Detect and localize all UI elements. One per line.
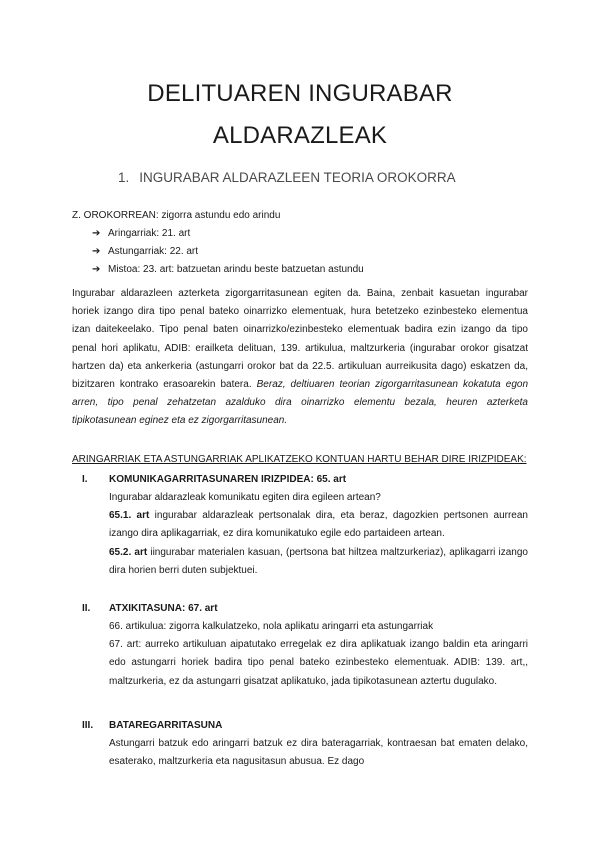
item-line: [109, 735, 528, 771]
paragraph-text: Ingurabar aldarazleen azterketa zigorgarritasunean egiten da. Baina, zenbait kasuetan ingurabar horiek izango dira tipo penal bateko oinarrizko elementuak, hura betetzeko ezinbesteko elementua izan daitekeelako. Tipo penal baten oinarrizko/ezinbesteko elementuak badira ezin izango da tipo penal hori aplikatu, ADIB: erailketa delituan, 139. artikulua, maltzurkeria (ingurabar orokor gisatzat hartzen da) eta ankerkeria (astungarri orokor bat da 22.5. artikuluan aurreikusita dago) eskatzen da, bizitzaren kontrako erasoarekin batera.: [72, 288, 528, 391]
page-title-line-2: ALDARAZLEAK: [212, 122, 388, 149]
section-number: 1.: [118, 170, 130, 185]
item-line-text: iingurabar materialen kasuan, (pertsona bat hiltzea maltzurkeriaz), aplikagarri izango dira horien berri duten subjektuei.: [109, 546, 528, 576]
arrow-right-icon: ➔: [92, 228, 101, 239]
item-line: [109, 489, 528, 507]
article-ref: 65.1. art: [109, 510, 150, 522]
intro-line: Z. OROKORREAN: zigorra astundu edo arindu: [72, 210, 281, 221]
item-line-text: Ingurabar aldarazleak komunikatu egiten dira egileen artean?: [109, 492, 381, 503]
article-ref: 65.2. art: [109, 546, 148, 558]
section-label: INGURABAR ALDARAZLEEN TEORIA OROKORRA: [139, 170, 456, 185]
item-heading: KOMUNIKAGARRITASUNAREN IRIZPIDEA: 65. art: [109, 474, 347, 485]
bullet-text: Aringarriak: 21. art: [108, 228, 191, 239]
arrow-right-icon: ➔: [92, 264, 101, 275]
item-line: [109, 636, 528, 691]
paragraph-italic-text: Beraz, deltiuaren teorian zigorgarritasunean kokatuta egon arren, tipo penal zehatzetan azalduko dira oinarrizko elementu bezala, heuren azterketa tipikotasunean eginez eta ez zigorgarritasunean.: [72, 379, 529, 427]
item-line: [109, 507, 528, 543]
body-paragraph: [72, 285, 528, 431]
bullet-list: [92, 225, 364, 279]
criterion-item: [72, 600, 528, 691]
criterion-item: [72, 471, 528, 580]
list-item: [92, 243, 364, 261]
item-line-text: ingurabar aldarazleak pertsonalak dira, eta beraz, dagozkien pertsonen aurrean izango dira aplikagarriak, ez dira komunikatuko egile edo partaideen artean.: [109, 510, 528, 540]
item-numeral: II.: [82, 603, 91, 614]
item-line-text: 66. artikulua: zigorra kalkulatzeko, nola aplikatu aringarri eta astungarriak: [109, 621, 434, 632]
arrow-right-icon: ➔: [92, 246, 101, 257]
item-heading: BATAREGARRITASUNA: [109, 720, 223, 731]
section-heading: [118, 170, 456, 185]
item-heading: ATXIKITASUNA: 67. art: [109, 603, 218, 614]
page-title-line-1: DELITUAREN INGURABAR: [147, 80, 453, 107]
list-item: [92, 261, 364, 279]
criterion-item: [72, 717, 528, 771]
item-line: [109, 544, 528, 580]
item-numeral: I.: [82, 474, 88, 485]
item-numeral: III.: [82, 720, 94, 731]
bullet-text: Mistoa: 23. art: batzuetan arindu beste batzuetan astundu: [108, 264, 364, 275]
bullet-text: Astungarriak: 22. art: [108, 246, 199, 257]
list-item: [92, 225, 364, 243]
item-line-text: 67. art: aurreko artikuluan aipatutako erregelak ez dira aplikatuak izango baldin eta aringarri edo astungarri horiek badira tipo penal bateko ezinbesteko elementuak. ADIB: 139. art,, maltzurkeria, ez da astungarri gisatzat aplikatuko, jada tipikotasunean aztertu dugulako.: [109, 639, 528, 687]
item-line-text: Astungarri batzuk edo aringarri batzuk ez dira bateragarriak, kontraesan bat ematen delako, esaterako, maltzurkeria eta nagusitasun abusua. Ez dago: [109, 738, 528, 768]
criteria-heading: ARINGARRIAK ETA ASTUNGARRIAK APLIKATZEKO KONTUAN HARTU BEHAR DIRE IRIZPIDEAK:: [72, 454, 527, 465]
item-line: [109, 618, 528, 636]
